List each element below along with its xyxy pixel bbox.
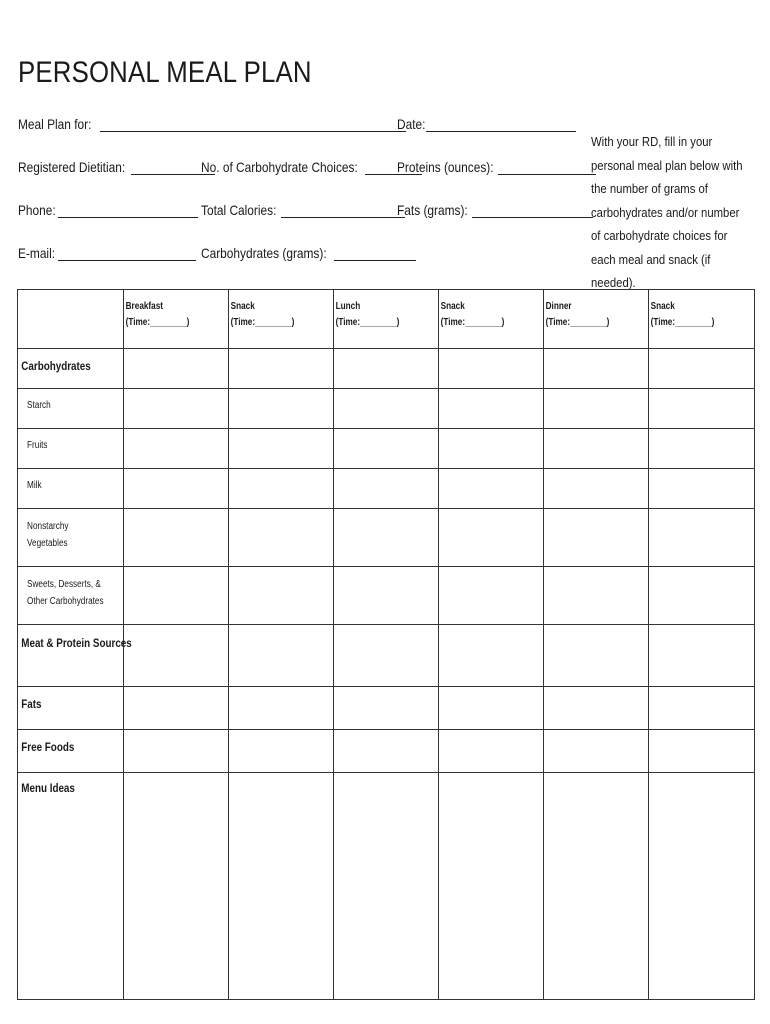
table-cell[interactable] xyxy=(229,567,334,625)
table-cell[interactable] xyxy=(229,469,334,509)
table-cell[interactable] xyxy=(649,773,755,1000)
row-label xyxy=(18,687,124,730)
row-label xyxy=(18,349,124,389)
row-label-line: Other Carbohydrates xyxy=(27,596,104,607)
table-cell[interactable] xyxy=(334,730,439,773)
table-cell[interactable] xyxy=(439,730,544,773)
proteins-input[interactable] xyxy=(498,160,596,175)
total-calories-label: Total Calories: xyxy=(201,202,277,218)
table-cell[interactable] xyxy=(229,509,334,567)
table-cell[interactable] xyxy=(544,469,649,509)
table-cell[interactable] xyxy=(649,567,755,625)
row-label-line: Nonstarchy xyxy=(27,521,69,532)
table-cell[interactable] xyxy=(124,773,229,1000)
table-cell[interactable] xyxy=(124,349,229,389)
fats-field xyxy=(397,202,593,218)
table-cell[interactable] xyxy=(229,730,334,773)
table-cell[interactable] xyxy=(439,349,544,389)
table-cell[interactable] xyxy=(439,509,544,567)
column-name: Snack xyxy=(440,301,465,312)
phone-label: Phone: xyxy=(18,202,56,218)
table-cell[interactable] xyxy=(649,469,755,509)
row-label xyxy=(18,625,132,687)
row-carbohydrates xyxy=(18,349,755,389)
email-label: E-mail: xyxy=(18,245,56,261)
table-cell[interactable] xyxy=(229,349,334,389)
column-time[interactable]: (Time:________) xyxy=(545,317,610,328)
row-meat-protein xyxy=(18,625,755,687)
table-cell[interactable] xyxy=(649,730,755,773)
column-header-breakfast xyxy=(124,290,229,349)
table-cell[interactable] xyxy=(334,389,439,429)
proteins-field xyxy=(397,159,596,175)
table-cell[interactable] xyxy=(439,429,544,469)
row-label xyxy=(18,567,124,625)
row-label-text: Milk xyxy=(27,480,42,491)
column-time[interactable]: (Time:________) xyxy=(440,317,505,328)
row-label xyxy=(18,730,124,773)
date-field xyxy=(397,116,576,132)
table-cell[interactable] xyxy=(124,509,229,567)
table-cell[interactable] xyxy=(334,349,439,389)
row-label-text: Starch xyxy=(27,400,51,411)
table-cell[interactable] xyxy=(124,389,229,429)
total-calories-input[interactable] xyxy=(281,203,405,218)
table-cell[interactable] xyxy=(439,687,544,730)
row-label xyxy=(18,773,124,1000)
row-label xyxy=(18,469,124,509)
column-name: Dinner xyxy=(545,301,572,312)
table-cell[interactable] xyxy=(439,773,544,1000)
column-header-dinner xyxy=(544,290,649,349)
email-input[interactable] xyxy=(58,246,196,261)
table-cell[interactable] xyxy=(334,687,439,730)
row-label xyxy=(18,389,124,429)
table-cell[interactable] xyxy=(439,389,544,429)
table-cell[interactable] xyxy=(334,469,439,509)
carb-choices-label: No. of Carbohydrate Choices: xyxy=(201,159,358,175)
page-title: PERSONAL MEAL PLAN xyxy=(18,56,312,89)
phone-field xyxy=(18,202,198,218)
column-header-snack-3 xyxy=(649,290,755,349)
registered-dietitian-field xyxy=(18,159,215,175)
table-cell[interactable] xyxy=(334,429,439,469)
row-label-line: Vegetables xyxy=(27,538,68,549)
table-cell[interactable] xyxy=(544,509,649,567)
table-cell[interactable] xyxy=(544,773,649,1000)
table-cell[interactable] xyxy=(544,567,649,625)
row-label-text: Fruits xyxy=(27,440,48,451)
table-cell[interactable] xyxy=(124,429,229,469)
table-cell[interactable] xyxy=(544,687,649,730)
row-label-text: Free Foods xyxy=(21,740,75,754)
total-calories-field xyxy=(201,202,405,218)
carbs-grams-input[interactable] xyxy=(334,246,416,261)
row-label xyxy=(18,429,124,469)
fats-input[interactable] xyxy=(472,203,593,218)
table-cell[interactable] xyxy=(649,625,755,687)
table-cell[interactable] xyxy=(544,349,649,389)
table-cell[interactable] xyxy=(124,469,229,509)
registered-dietitian-label: Registered Dietitian: xyxy=(18,159,126,175)
table-cell[interactable] xyxy=(124,567,229,625)
column-time[interactable]: (Time:________) xyxy=(230,317,295,328)
column-name: Snack xyxy=(230,301,255,312)
table-cell[interactable] xyxy=(229,389,334,429)
row-label-text: Carbohydrates xyxy=(21,359,91,373)
header-row xyxy=(18,290,755,349)
corner-cell xyxy=(18,290,124,349)
carbs-grams-field xyxy=(201,245,416,261)
row-label-text xyxy=(18,567,104,610)
table-cell[interactable] xyxy=(649,349,755,389)
carb-choices-field xyxy=(201,159,422,175)
table-cell[interactable] xyxy=(334,625,439,687)
column-name: Lunch xyxy=(335,301,361,312)
table-cell[interactable] xyxy=(124,730,229,773)
meal-plan-for-field xyxy=(18,116,406,132)
row-free-foods xyxy=(18,730,755,773)
table-cell[interactable] xyxy=(439,567,544,625)
table-cell[interactable] xyxy=(544,429,649,469)
table-cell[interactable] xyxy=(439,625,544,687)
table-cell[interactable] xyxy=(124,687,229,730)
column-header-snack-1 xyxy=(229,290,334,349)
column-header-snack-2 xyxy=(439,290,544,349)
row-sweets xyxy=(18,567,755,625)
date-input[interactable] xyxy=(426,117,576,132)
table-cell[interactable] xyxy=(334,567,439,625)
row-label-text xyxy=(18,509,104,552)
table-cell[interactable] xyxy=(229,773,334,1000)
row-label-text: Meat & Protein Sources xyxy=(21,636,132,650)
table-cell[interactable] xyxy=(544,730,649,773)
column-name: Snack xyxy=(650,301,675,312)
column-time[interactable]: (Time:________) xyxy=(125,317,190,328)
phone-input[interactable] xyxy=(58,203,198,218)
meal-plan-table xyxy=(17,289,755,1000)
table-cell[interactable] xyxy=(229,429,334,469)
table-cell[interactable] xyxy=(334,773,439,1000)
instructions-note: With your RD, fill in your personal meal plan below with the number of grams of carbohydrates and/or number of carbohydrate choices for each meal and snack (if needed). xyxy=(591,134,743,290)
column-name: Breakfast xyxy=(125,301,164,312)
email-field xyxy=(18,245,196,261)
column-time[interactable]: (Time:________) xyxy=(650,317,715,328)
table-cell[interactable] xyxy=(124,625,229,687)
meal-plan-for-label: Meal Plan for: xyxy=(18,116,92,132)
table-cell[interactable] xyxy=(229,625,334,687)
date-label: Date: xyxy=(397,116,426,132)
row-menu-ideas xyxy=(18,773,755,1000)
table-cell[interactable] xyxy=(439,469,544,509)
table-cell[interactable] xyxy=(649,509,755,567)
table-cell[interactable] xyxy=(544,625,649,687)
table-cell[interactable] xyxy=(649,687,755,730)
row-nonstarchy-vegetables xyxy=(18,509,755,567)
row-starch xyxy=(18,389,755,429)
column-header-lunch xyxy=(334,290,439,349)
proteins-label: Proteins (ounces): xyxy=(397,159,494,175)
table-cell[interactable] xyxy=(334,509,439,567)
table-cell[interactable] xyxy=(649,389,755,429)
row-label-text: Fats xyxy=(21,697,42,711)
row-fruits xyxy=(18,429,755,469)
table-cell[interactable] xyxy=(544,389,649,429)
table-cell[interactable] xyxy=(649,429,755,469)
carbs-grams-label: Carbohydrates (grams): xyxy=(201,245,327,261)
column-time[interactable]: (Time:________) xyxy=(335,317,400,328)
row-label xyxy=(18,509,124,567)
row-label-line: Sweets, Desserts, & xyxy=(27,579,101,590)
fats-label: Fats (grams): xyxy=(397,202,468,218)
row-milk xyxy=(18,469,755,509)
row-label-text: Menu Ideas xyxy=(21,781,75,795)
table-cell[interactable] xyxy=(229,687,334,730)
meal-plan-for-input[interactable] xyxy=(100,117,406,132)
row-fats xyxy=(18,687,755,730)
